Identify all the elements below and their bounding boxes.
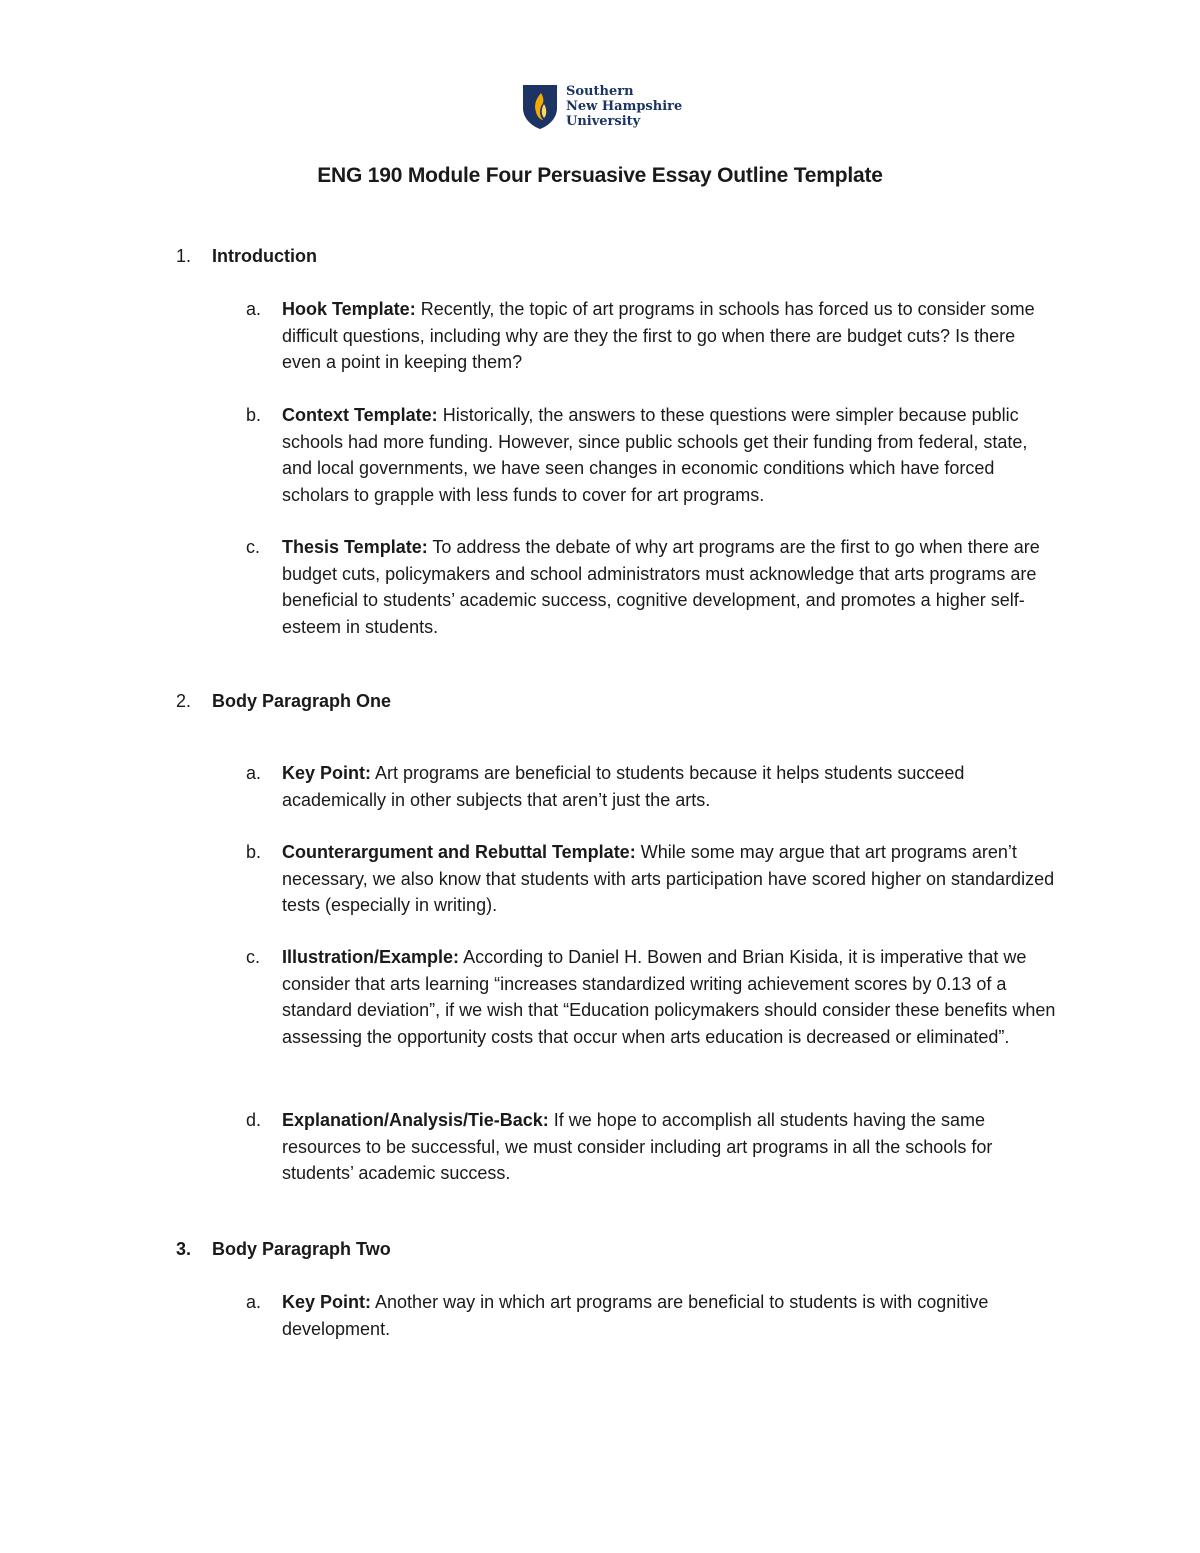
item-term: Illustration/Example: (282, 947, 460, 967)
section-number: 3. (176, 1239, 192, 1259)
logo-line-1: Southern (566, 84, 634, 99)
document-title: ENG 190 Module Four Persuasive Essay Outline Template (317, 164, 883, 187)
item-term: Thesis Template: (282, 537, 428, 557)
item-letter: a. (246, 1292, 262, 1312)
section-heading-body-two (176, 1236, 391, 1263)
item-term: Context Template: (282, 405, 438, 425)
logo-line-2: New Hampshire (566, 99, 683, 114)
university-logo-text (566, 84, 682, 129)
section-label: Introduction (212, 246, 317, 266)
outline-item-thesis (246, 534, 1066, 640)
item-letter: c. (246, 537, 261, 557)
section-number: 2. (176, 691, 192, 711)
section-label: Body Paragraph Two (212, 1239, 391, 1259)
item-text: To address the debate of why art programs are the first to go when there are budget cuts, policymakers and school administrators must acknowledge that arts programs are beneficial to students’ academic success, cognitive development, and promotes a higher self-esteem in students. (282, 537, 1040, 637)
item-text: While some may argue that art programs aren’t necessary, we also know that students with arts participation have scored higher on standardized tests (especially in writing). (282, 842, 1055, 915)
item-text: If we hope to accomplish all students having the same resources to be successful, we must consider including art programs in all the schools for students’ academic success. (282, 1110, 993, 1183)
item-text: Another way in which art programs are beneficial to students is with cognitive development. (282, 1292, 989, 1339)
outline-item-explanation (246, 1107, 1066, 1187)
item-term: Key Point: (282, 1292, 372, 1312)
item-letter: d. (246, 1110, 262, 1130)
university-logo (522, 84, 682, 130)
item-text: Historically, the answers to these questions were simpler because public schools had more funding. However, since public schools get their funding from federal, state, and local governments, we have seen changes in economic conditions which have forced scholars to grapple with less funds to cover for art programs. (282, 405, 1028, 505)
item-term: Explanation/Analysis/Tie-Back: (282, 1110, 549, 1130)
section-label: Body Paragraph One (212, 691, 392, 711)
item-letter: c. (246, 947, 261, 967)
item-term: Key Point: (282, 763, 372, 783)
section-heading-introduction (176, 243, 317, 270)
outline-item-key-point-two (246, 1289, 1066, 1342)
item-letter: a. (246, 299, 262, 319)
outline-item-hook (246, 296, 1066, 376)
outline-item-counterargument (246, 839, 1066, 919)
item-text: Art programs are beneficial to students because it helps students succeed academically in other subjects that aren’t just the arts. (282, 763, 965, 810)
logo-line-3: University (566, 114, 641, 129)
item-letter: b. (246, 405, 262, 425)
flame-shield-icon (522, 84, 558, 130)
section-heading-body-one (176, 688, 391, 715)
item-letter: a. (246, 763, 262, 783)
outline-item-context (246, 402, 1066, 508)
section-number: 1. (176, 246, 192, 266)
item-text: According to Daniel H. Bowen and Brian Kisida, it is imperative that we consider that arts learning “increases standardized writing achievement scores by 0.13 of a standard deviation”, if we wish that “Education policymakers should consider these benefits when assessing the opportunity costs that occur when arts education is decreased or eliminated”. (282, 947, 1056, 1047)
item-term: Counterargument and Rebuttal Template: (282, 842, 636, 862)
outline-item-illustration (246, 944, 1066, 1050)
outline-item-key-point (246, 760, 1066, 813)
item-term: Hook Template: (282, 299, 416, 319)
item-letter: b. (246, 842, 262, 862)
item-text: Recently, the topic of art programs in schools has forced us to consider some difficult questions, including why are they the first to go when there are budget cuts? Is there even a point in keeping them? (282, 299, 1035, 372)
